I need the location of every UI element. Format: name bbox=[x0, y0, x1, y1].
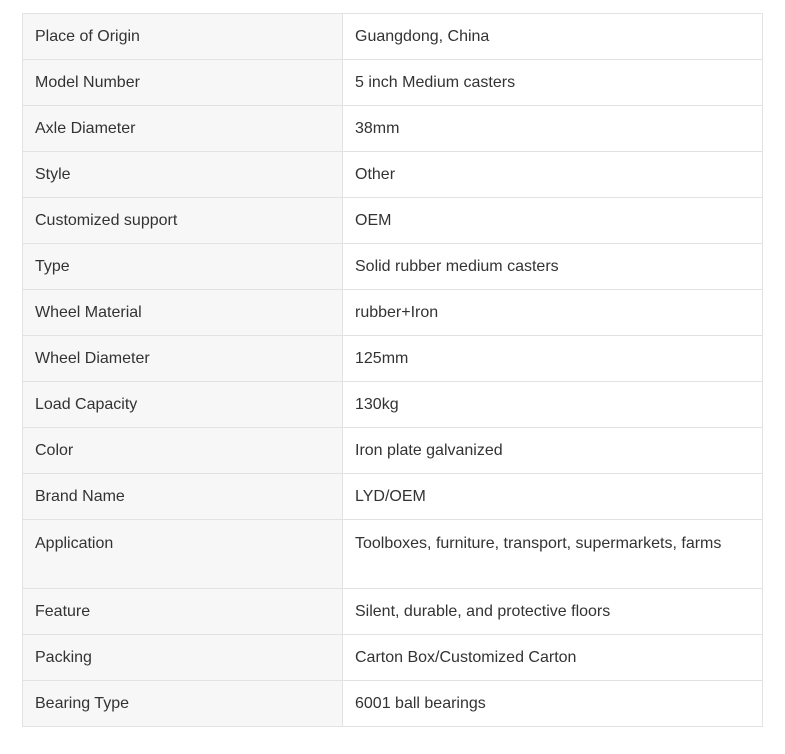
spec-value: Other bbox=[343, 152, 763, 198]
table-row bbox=[23, 635, 763, 681]
spec-label: Wheel Diameter bbox=[23, 336, 343, 382]
spec-label: Customized support bbox=[23, 198, 343, 244]
spec-label: Load Capacity bbox=[23, 382, 343, 428]
spec-value: Solid rubber medium casters bbox=[343, 244, 763, 290]
spec-label: Model Number bbox=[23, 60, 343, 106]
spec-label: Packing bbox=[23, 635, 343, 681]
spec-value: Carton Box/Customized Carton bbox=[343, 635, 763, 681]
spec-value: 38mm bbox=[343, 106, 763, 152]
table-row bbox=[23, 244, 763, 290]
table-row bbox=[23, 681, 763, 727]
table-row bbox=[23, 14, 763, 60]
spec-value: 5 inch Medium casters bbox=[343, 60, 763, 106]
spec-label: Color bbox=[23, 428, 343, 474]
spec-label: Feature bbox=[23, 589, 343, 635]
table-row bbox=[23, 290, 763, 336]
spec-value: rubber+Iron bbox=[343, 290, 763, 336]
spec-value: LYD/OEM bbox=[343, 474, 763, 520]
product-specs-table bbox=[22, 13, 763, 727]
table-row bbox=[23, 152, 763, 198]
spec-label: Axle Diameter bbox=[23, 106, 343, 152]
spec-label: Place of Origin bbox=[23, 14, 343, 60]
spec-value: 6001 ball bearings bbox=[343, 681, 763, 727]
table-row bbox=[23, 474, 763, 520]
table-row bbox=[23, 382, 763, 428]
table-row bbox=[23, 106, 763, 152]
table-row bbox=[23, 520, 763, 589]
spec-label: Application bbox=[23, 520, 343, 589]
spec-value: Iron plate galvanized bbox=[343, 428, 763, 474]
spec-label: Style bbox=[23, 152, 343, 198]
spec-value: OEM bbox=[343, 198, 763, 244]
spec-label: Type bbox=[23, 244, 343, 290]
spec-label: Wheel Material bbox=[23, 290, 343, 336]
spec-label: Bearing Type bbox=[23, 681, 343, 727]
spec-value: Silent, durable, and protective floors bbox=[343, 589, 763, 635]
spec-value: 130kg bbox=[343, 382, 763, 428]
spec-value: Guangdong, China bbox=[343, 14, 763, 60]
table-row bbox=[23, 60, 763, 106]
spec-value: Toolboxes, furniture, transport, supermarkets, farms bbox=[343, 520, 763, 589]
spec-label: Brand Name bbox=[23, 474, 343, 520]
spec-value: 125mm bbox=[343, 336, 763, 382]
table-row bbox=[23, 589, 763, 635]
table-row bbox=[23, 198, 763, 244]
table-row bbox=[23, 428, 763, 474]
table-row bbox=[23, 336, 763, 382]
